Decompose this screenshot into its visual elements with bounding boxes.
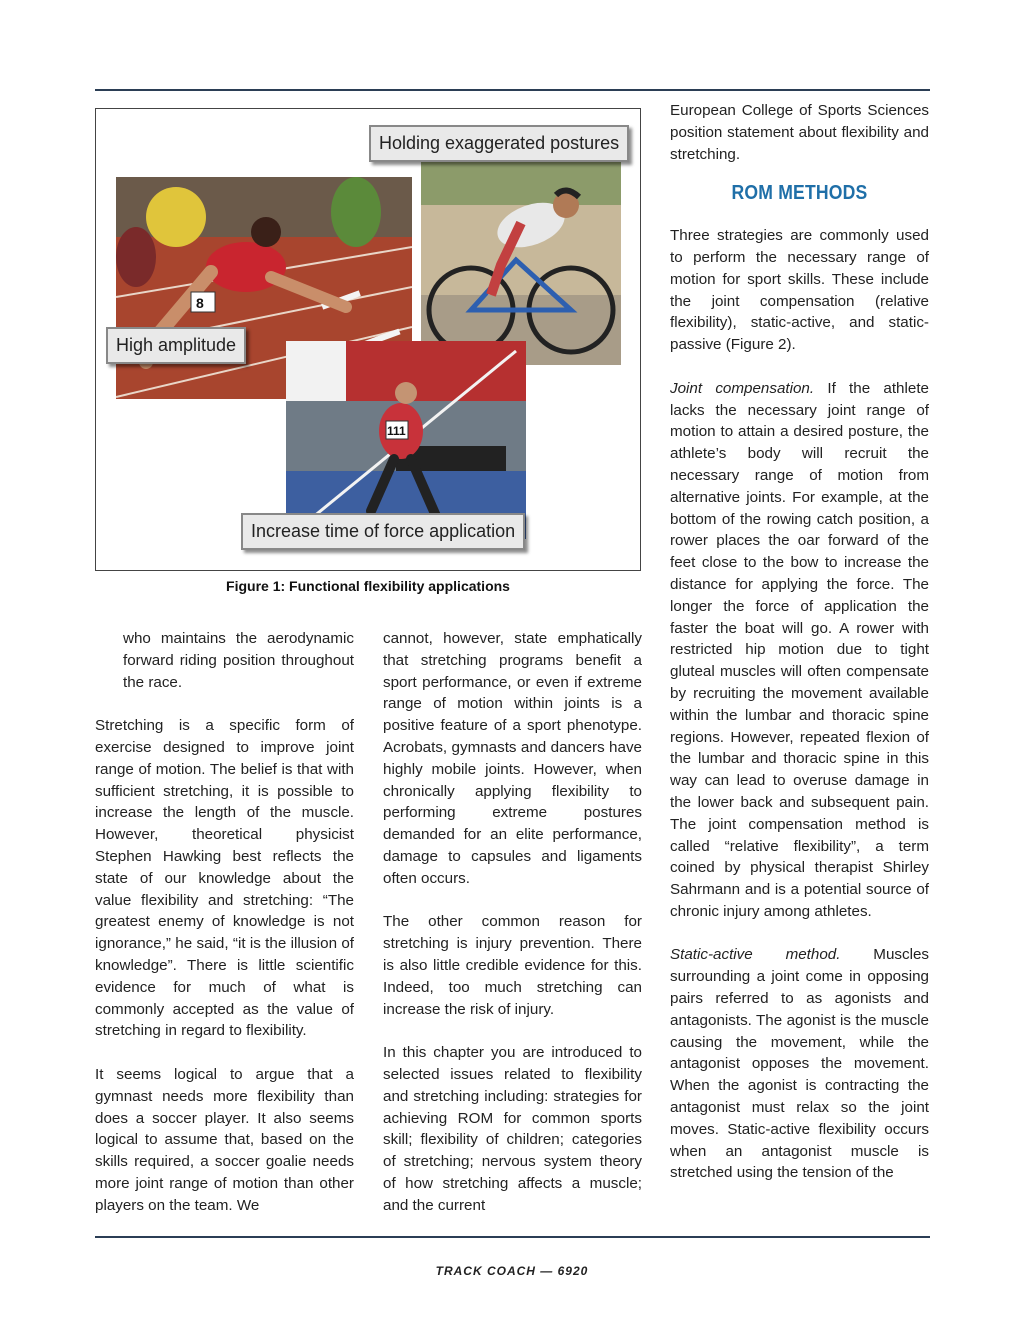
static-active-title: Static-active method. — [670, 946, 841, 964]
javelin-illustration — [286, 341, 526, 539]
hurdles-bib-number: 8 — [196, 295, 204, 311]
col3-paragraph-intro: European College of Sports Sciences position statement about flexibility and stretching. — [670, 102, 929, 163]
javelin-bib-number: 111 — [387, 424, 406, 438]
bottom-rule — [95, 1236, 930, 1238]
col3-paragraph-3 — [670, 944, 929, 1184]
cyclist-photo — [421, 145, 621, 365]
javelin-photo — [286, 341, 526, 539]
static-active-text: Muscles surrounding a joint come in opposing pairs referred to as agonists and antagonists. The agonist is the muscle causing the movement, while the antagonist opposes the movement. When the agonist is contracting the antagonist must relax so the joint moves. Static-active flexibility occurs when an antagonist muscle is stretched using the tension of the — [670, 946, 930, 1182]
col2-paragraph-2: The other common reason for stretching is injury prevention. There is also little credible evidence for this. Indeed, too much stretching can increase the risk of injury. — [383, 913, 642, 1018]
top-rule — [95, 89, 930, 91]
label-holding-exaggerated-postures: Holding exaggerated postures — [369, 125, 629, 162]
joint-compensation-text: If the athlete lacks the necessary joint range of motion to attain a desired posture, the athlete’s body will recruit the necessary range of motion from alternative joints. For example, at the bottom of the rowing catch position, a rower places the oar forward of the feet close to the bow to increase the distance for applying the force. The longer the force of application the faster the boat will go. A rower with restricted hip motion due to tight gluteal muscles will often compensate by recruiting the movement available within the lumbar and thoracic spine regions. However, repeated flexion of the lumbar and thoracic spine in this way can lead to overuse damage in the lower back and subsequent pain. The joint compensation method is called “relative flexibility”, a term coined by physical therapist Shirley Sahrmann and is a potential source of chronic injury among athletes. — [670, 379, 929, 920]
col3-paragraph-1: Three strategies are commonly used to perform the necessary range of motion for sport skills. These include the joint compensation (relative flexibility), static-active, and static-passive (Figure 2). — [670, 227, 929, 354]
column-2 — [383, 628, 642, 1238]
col2-paragraph-1: cannot, however, state emphatically that stretching programs benefit a sport performance, or even if extreme range of motion within joints is a positive feature of a sport phenotype. Acrobats, gymnasts and dancers have highly mobile joints. However, when chronically applying flexibility to performing extreme postures demanded for an elite performance, damage to capsules and ligaments often occurs. — [383, 630, 642, 887]
col1-paragraph-3: It seems logical to argue that a gymnast needs more flexibility than does a soccer player. It also seems logical to assume that, based on the skills required, a soccer goalie needs more joint range of motion than other players on the team. We — [95, 1065, 354, 1214]
col1-paragraph-1: who maintains the aerodynamic forward riding position throughout the race. — [123, 630, 354, 691]
label-high-amplitude: High amplitude — [106, 327, 246, 364]
section-heading-rom-methods: ROM METHODS — [731, 182, 868, 205]
cyclist-illustration — [421, 145, 621, 365]
column-3 — [670, 100, 929, 1206]
col3-paragraph-2 — [670, 378, 929, 923]
col2-paragraph-3: In this chapter you are introduced to selected issues related to flexibility and stretching including: strategies for achieving ROM for common sports skill; flexibility of children; categories of stretching; nervous system theory of how stretching affects a muscle; and the current — [383, 1044, 642, 1214]
col1-paragraph-2: Stretching is a specific form of exercise designed to improve joint range of motion. The belief is that with sufficient stretching, it is possible to increase the length of the muscle. However, theoretical physicist Stephen Hawking best reflects the state of our knowledge about the value flexibility and stretching: “The greatest enemy of knowledge is not ignorance,” he said, “it is the illusion of knowledge”. There is little scientific evidence for much of what is commonly accepted as the value of stretching in regard to flexibility. — [95, 717, 354, 1040]
figure-caption: Figure 1: Functional flexibility applications — [226, 578, 510, 594]
column-1 — [95, 628, 354, 1238]
page-footer: TRACK COACH — 6920 — [435, 1264, 589, 1278]
figure-1 — [95, 108, 641, 571]
label-increase-time-of-force: Increase time of force application — [241, 513, 525, 550]
joint-compensation-title: Joint compensation. — [670, 379, 815, 397]
